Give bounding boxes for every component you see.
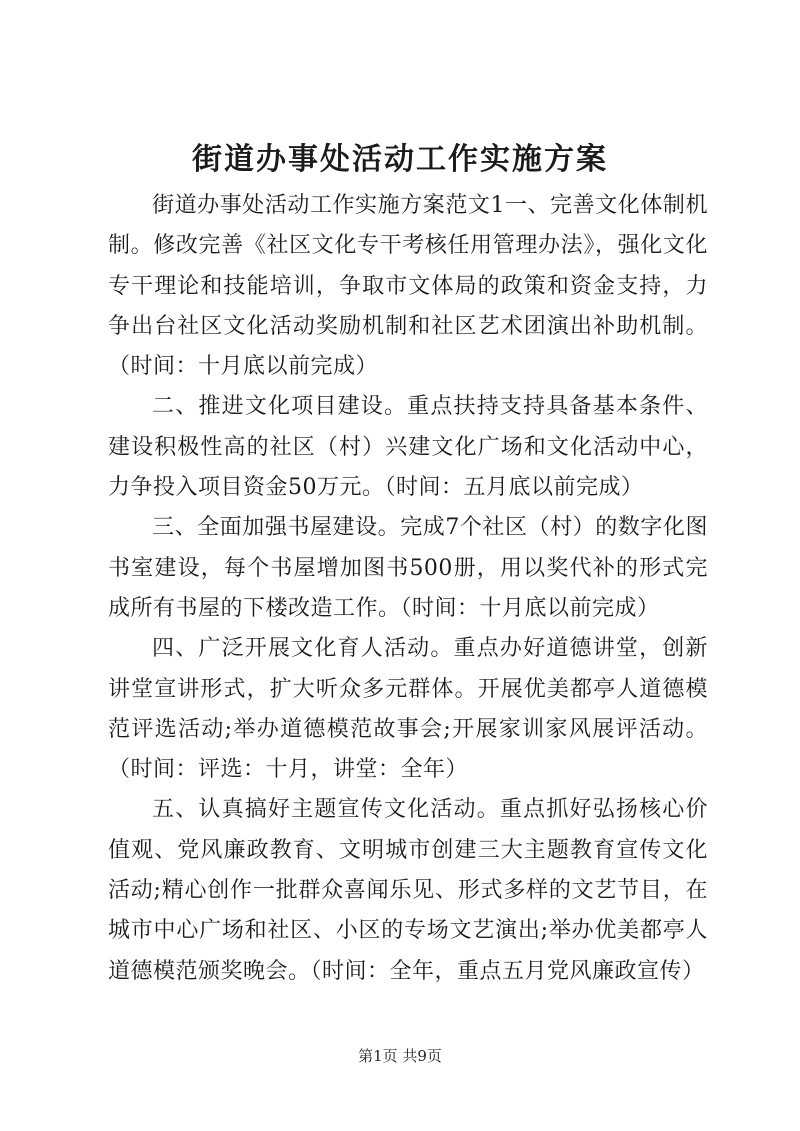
- page-number-footer: 第1页 共9页: [358, 1047, 442, 1065]
- paragraph-3: 三、全面加强书屋建设。完成7个社区（村）的数字化图书室建设，每个书屋增加图书500册，用以奖代补的形式完成所有书屋的下楼改造工作。（时间：十月底以前完成）: [108, 515, 708, 621]
- document-title: 街道办事处活动工作实施方案: [192, 142, 608, 177]
- paragraph-5: 五、认真搞好主题宣传文化活动。重点抓好弘扬核心价值观、党风廉政教育、文明城市创建三大主题教育宣传文化活动;精心创作一批群众喜闻乐见、形式多样的文艺节目，在城市中心广场和社区、小区的专场文艺演出;举办优美都亭人道德模范颁奖晚会。（时间：全年，重点五月党风廉政宣传）: [108, 797, 708, 984]
- paragraph-1: 街道办事处活动工作实施方案范文1一、完善文化体制机制。修改完善《社区文化专干考核任用管理办法》，强化文化专干理论和技能培训，争取市文体局的政策和资金支持，力争出台社区文化活动奖励机制和社区艺术团演出补助机制。（时间：十月底以前完成）: [108, 193, 708, 380]
- document-body: [108, 186, 708, 992]
- paragraph-4: 四、广泛开展文化育人活动。重点办好道德讲堂，创新讲堂宣讲形式，扩大听众多元群体。开展优美都亭人道德模范评选活动;举办道德模范故事会;开展家训家风展评活动。（时间：评选：十月，讲堂：全年）: [108, 636, 708, 783]
- paragraph-2: 二、推进文化项目建设。重点扶持支持具备基本条件、建设积极性高的社区（村）兴建文化广场和文化活动中心，力争投入项目资金50万元。（时间：五月底以前完成）: [108, 394, 708, 501]
